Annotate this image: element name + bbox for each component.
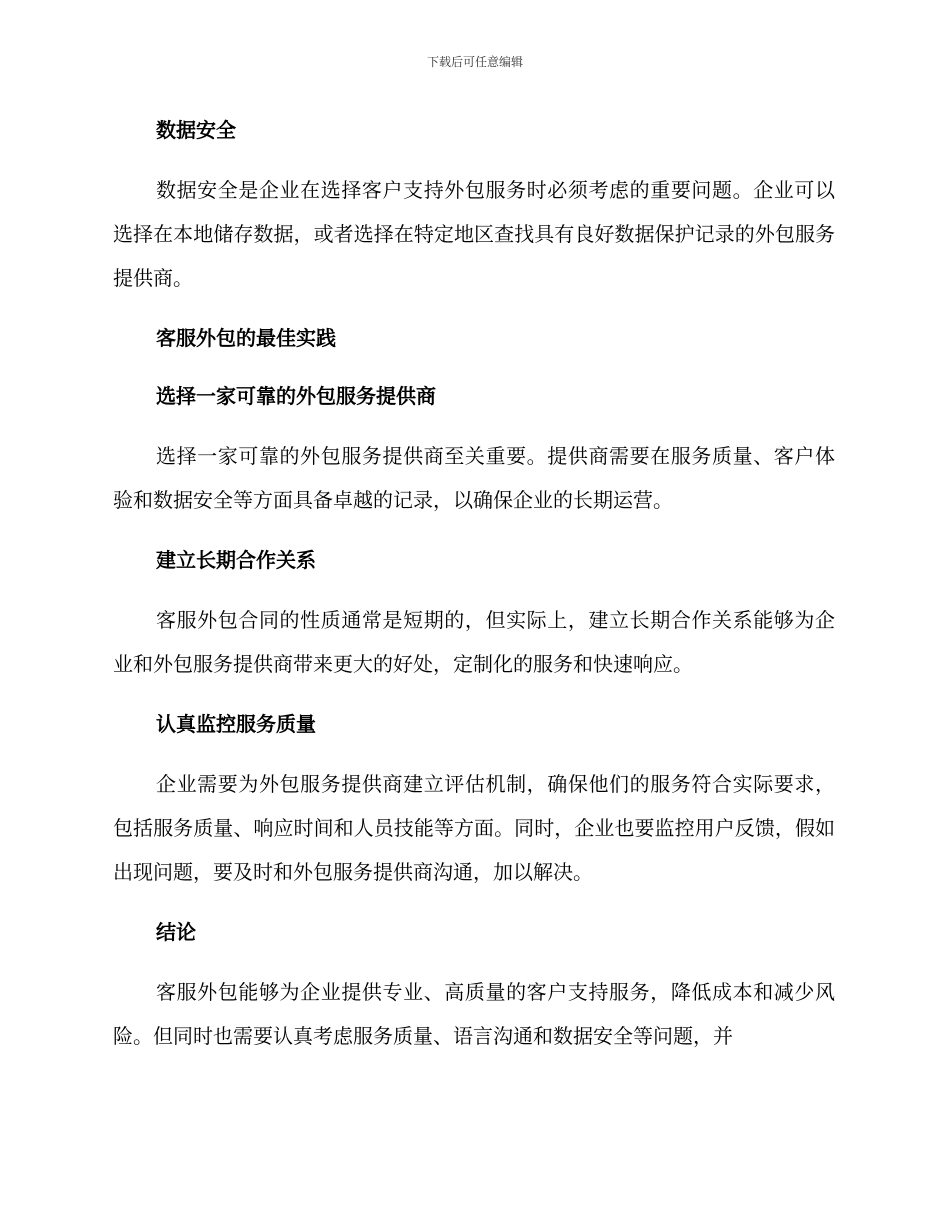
section-heading: 客服外包的最佳实践 xyxy=(156,326,336,350)
section-heading: 结论 xyxy=(156,920,196,944)
body-paragraph: 客服外包合同的性质通常是短期的，但实际上，建立长期合作关系能够为企业和外包服务提供商带来更大的好处，定制化的服务和快速响应。 xyxy=(113,608,835,676)
body-paragraph: 选择一家可靠的外包服务提供商至关重要。提供商需要在服务质量、客户体验和数据安全等方面具备卓越的记录，以确保企业的长期运营。 xyxy=(113,444,835,512)
section-heading: 建立长期合作关系 xyxy=(156,548,316,572)
body-paragraph: 数据安全是企业在选择客户支持外包服务时必须考虑的重要问题。企业可以选择在本地储存数据，或者选择在特定地区查找具有良好数据保护记录的外包服务提供商。 xyxy=(113,178,835,290)
body-paragraph: 企业需要为外包服务提供商建立评估机制，确保他们的服务符合实际要求，包括服务质量、响应时间和人员技能等方面。同时，企业也要监控用户反馈，假如出现问题，要及时和外包服务提供商沟通，加以解决。 xyxy=(113,772,835,884)
section-heading: 数据安全 xyxy=(156,118,236,142)
page-header: 下载后可任意编辑 xyxy=(426,55,523,69)
document-body xyxy=(113,110,835,1076)
section-heading: 选择一家可靠的外包服务提供商 xyxy=(156,384,436,408)
body-paragraph: 客服外包能够为企业提供专业、高质量的客户支持服务，降低成本和减少风险。但同时也需要认真考虑服务质量、语言沟通和数据安全等问题，并 xyxy=(113,980,835,1048)
section-heading: 认真监控服务质量 xyxy=(156,712,316,736)
